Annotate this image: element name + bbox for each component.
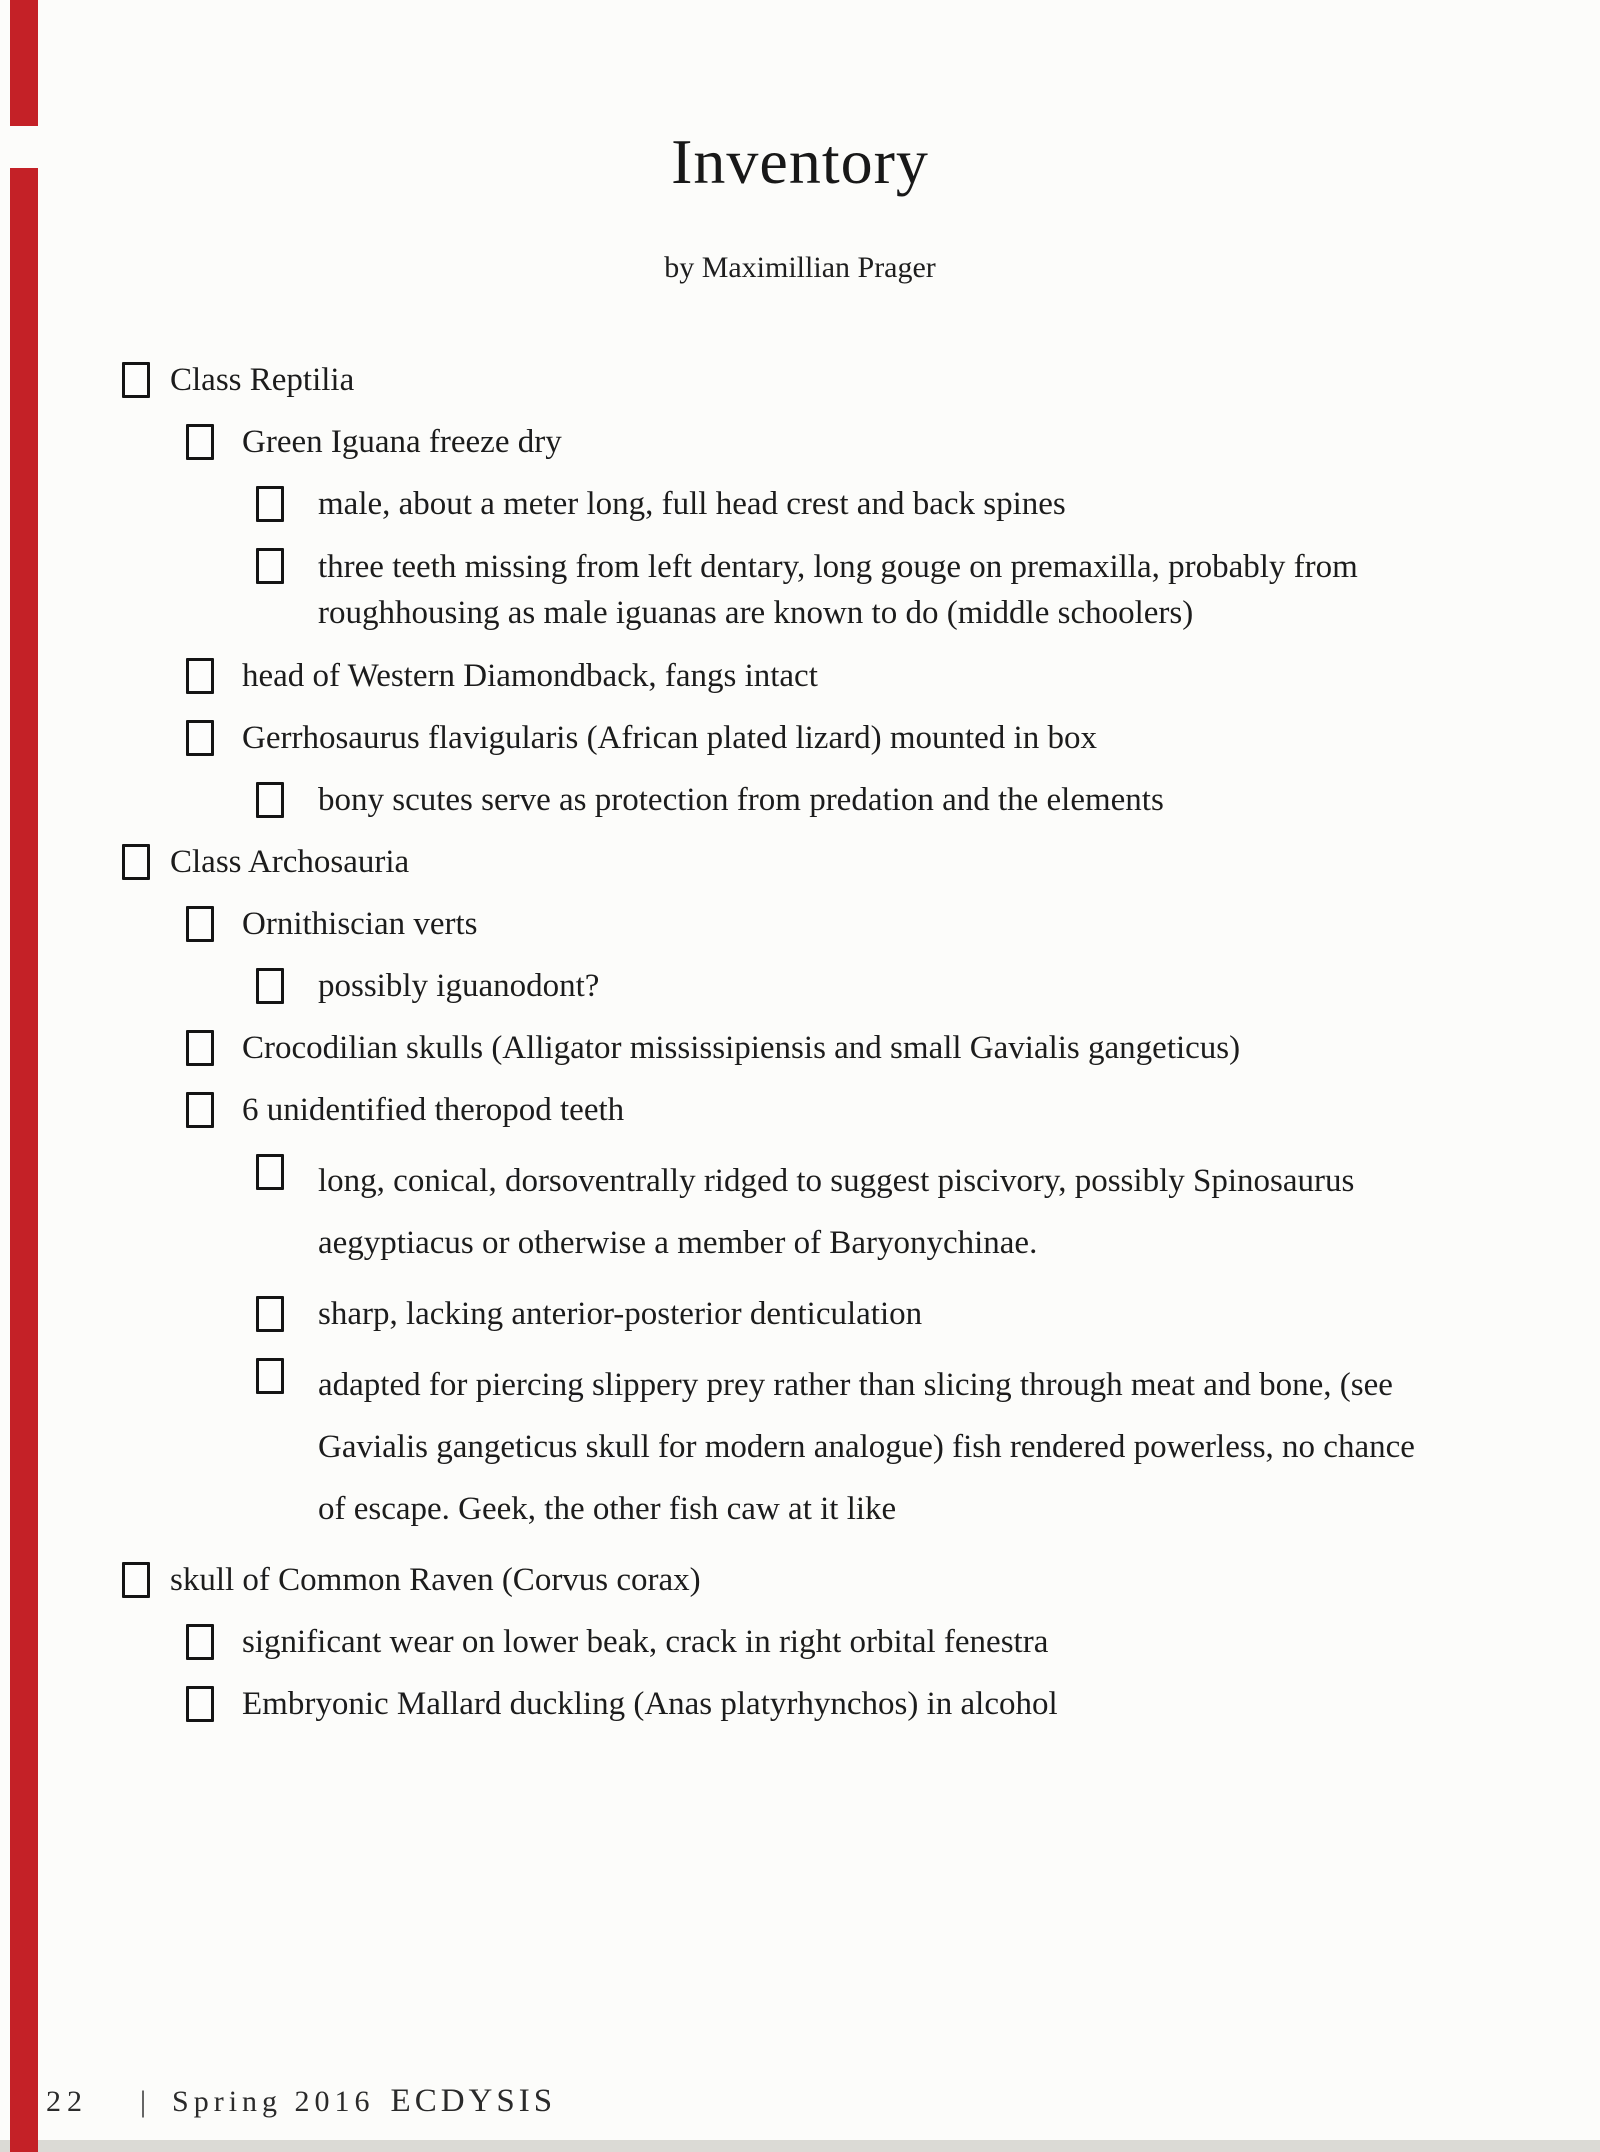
checklist-item xyxy=(0,544,1600,636)
checklist-item xyxy=(0,716,1600,760)
checklist-item xyxy=(0,482,1600,526)
checklist-item-text: Class Reptilia xyxy=(170,362,355,398)
checklist-item xyxy=(0,1150,1600,1274)
checkbox-icon xyxy=(186,1092,214,1128)
magazine-name: ECDYSIS xyxy=(390,2083,557,2119)
inventory-checklist xyxy=(0,358,1600,1726)
checklist-item-text: three teeth missing from left dentary, long gouge on premaxilla, probably from roughhousing as male iguanas are known to do (middle schoolers) xyxy=(318,549,1358,631)
checkbox-icon xyxy=(186,906,214,942)
checkbox-icon xyxy=(186,1030,214,1066)
checkbox-icon xyxy=(256,486,284,522)
checklist-item xyxy=(0,778,1600,822)
checkbox-icon xyxy=(122,1562,150,1598)
checklist-item-text: long, conical, dorsoventrally ridged to suggest piscivory, possibly Spinosaurus aegyptiacus or otherwise a member of Baryonychinae. xyxy=(318,1163,1355,1261)
checklist-item-text: Green Iguana freeze dry xyxy=(242,424,562,460)
checklist-item-text: Crocodilian skulls (Alligator mississipiensis and small Gavialis gangeticus) xyxy=(242,1030,1241,1066)
title-block xyxy=(0,0,1600,286)
checklist-item-text: Gerrhosaurus flavigularis (African plated lizard) mounted in box xyxy=(242,720,1097,756)
scan-artifact-red-strip-top xyxy=(10,0,38,126)
footer-separator: | xyxy=(140,2085,147,2118)
checklist-item-text: Class Archosauria xyxy=(170,844,410,880)
checklist-item xyxy=(0,1088,1600,1132)
page-number: 22 xyxy=(46,2085,88,2118)
checkbox-icon xyxy=(256,968,284,1004)
checklist-item xyxy=(0,964,1600,1008)
checklist-item xyxy=(0,420,1600,464)
checklist-item xyxy=(0,1620,1600,1664)
checklist-item-text: Ornithiscian verts xyxy=(242,906,478,942)
checklist-item xyxy=(0,840,1600,884)
checklist-item xyxy=(0,1354,1600,1540)
checklist-item xyxy=(0,358,1600,402)
checkbox-icon xyxy=(256,548,284,584)
checkbox-icon xyxy=(186,720,214,756)
checklist-item-text: possibly iguanodont? xyxy=(318,968,600,1004)
checklist-item-text: head of Western Diamondback, fangs intact xyxy=(242,658,818,694)
checkbox-icon xyxy=(186,424,214,460)
checkbox-icon xyxy=(122,362,150,398)
checklist-item-text: Embryonic Mallard duckling (Anas platyrhynchos) in alcohol xyxy=(242,1686,1058,1722)
checkbox-icon xyxy=(256,1296,284,1332)
checkbox-icon xyxy=(122,844,150,880)
checkbox-icon xyxy=(186,1624,214,1660)
checklist-item xyxy=(0,1026,1600,1070)
issue-label: Spring 2016 xyxy=(172,2085,375,2118)
checklist-item xyxy=(0,1292,1600,1336)
checkbox-icon xyxy=(186,658,214,694)
checklist-item-text: sharp, lacking anterior-posterior denticulation xyxy=(318,1296,923,1332)
page-footer xyxy=(46,2083,556,2120)
checklist-item-text: male, about a meter long, full head crest and back spines xyxy=(318,486,1066,522)
checklist-item xyxy=(0,1558,1600,1602)
checkbox-icon xyxy=(256,782,284,818)
scan-artifact-bottom-band xyxy=(0,2140,1600,2152)
checklist-item xyxy=(0,654,1600,698)
checklist-item xyxy=(0,902,1600,946)
checklist-item-text: skull of Common Raven (Corvus corax) xyxy=(170,1562,701,1598)
checklist-item xyxy=(0,1682,1600,1726)
checklist-item-text: significant wear on lower beak, crack in right orbital fenestra xyxy=(242,1624,1049,1660)
checkbox-icon xyxy=(256,1358,284,1394)
poem-title: Inventory xyxy=(671,126,929,197)
checkbox-icon xyxy=(256,1154,284,1190)
checklist-item-text: adapted for piercing slippery prey rather than slicing through meat and bone, (see Gavialis gangeticus skull for modern analogue) fish rendered powerless, no chance of escape. Geek, the other fish caw at it like xyxy=(318,1367,1415,1527)
scan-artifact-red-strip xyxy=(10,168,38,2152)
checklist-item-text: 6 unidentified theropod teeth xyxy=(242,1092,625,1128)
checkbox-icon xyxy=(186,1686,214,1722)
byline: by Maximillian Prager xyxy=(664,251,936,284)
checklist-item-text: bony scutes serve as protection from predation and the elements xyxy=(318,782,1164,818)
